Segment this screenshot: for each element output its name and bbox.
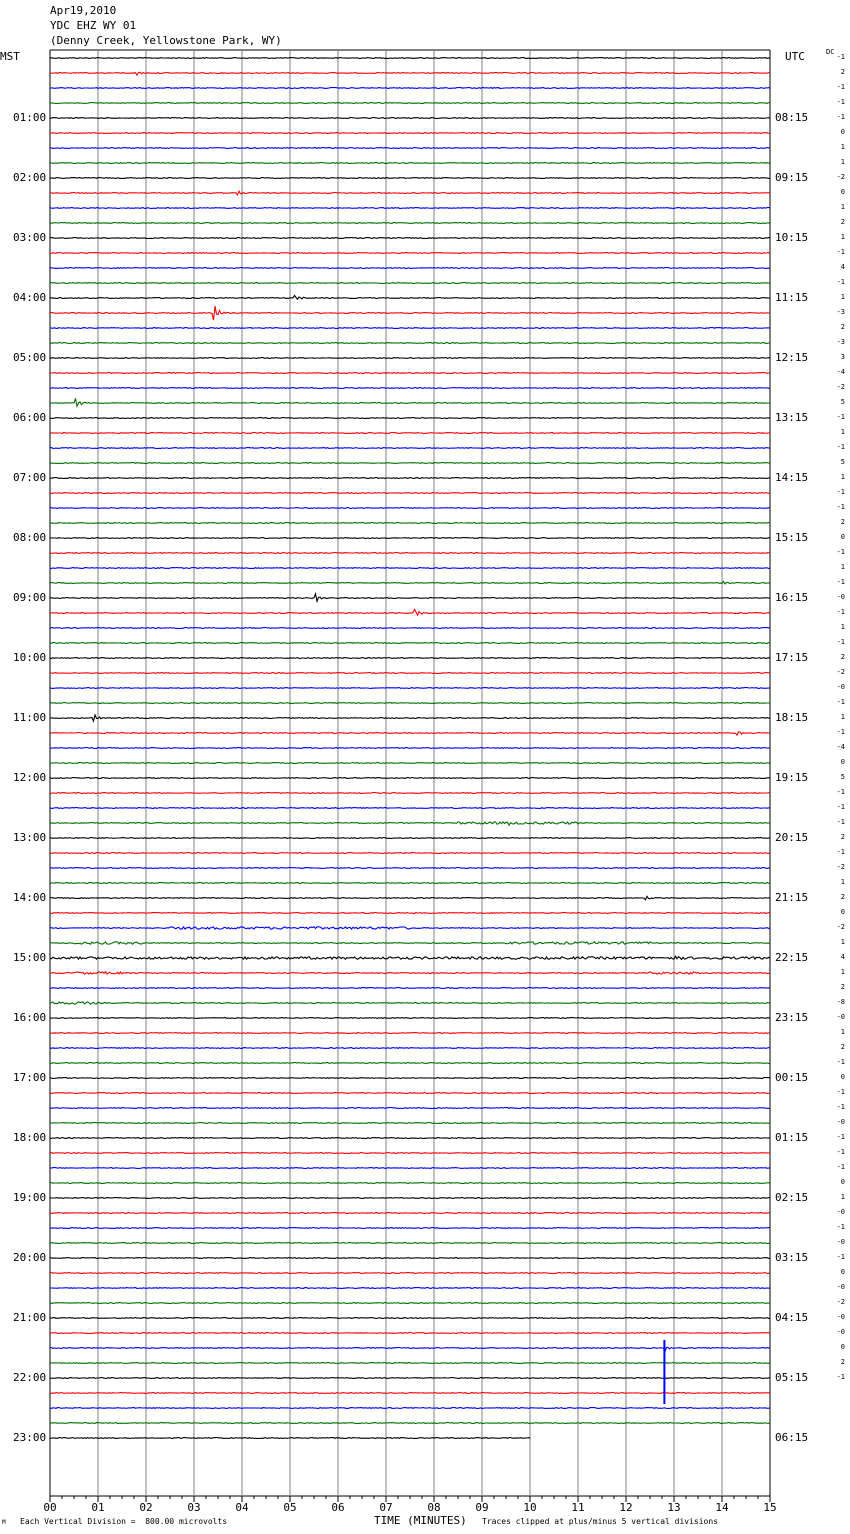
dc-offset-value: -0: [836, 1238, 845, 1246]
dc-offset-value: 2: [840, 893, 845, 901]
trace-line: [50, 1318, 770, 1319]
dc-offset-value: -0: [836, 593, 845, 601]
dc-offset-value: 2: [840, 323, 845, 331]
trace-line: [50, 191, 770, 195]
trace-line: [50, 868, 770, 869]
trace-line: [50, 1303, 770, 1304]
trace-line: [50, 133, 770, 134]
utc-hour-label: 03:15: [775, 1251, 809, 1264]
mst-hour-label: 16:00: [13, 1011, 47, 1024]
utc-hour-label: 02:15: [775, 1191, 809, 1204]
trace-line: [50, 398, 770, 406]
trace-line: [50, 1408, 770, 1409]
mst-hour-label: 06:00: [13, 411, 47, 424]
trace-line: [50, 688, 770, 689]
mst-hour-label: 11:00: [13, 711, 47, 724]
trace-line: [50, 493, 770, 494]
trace-line: [50, 343, 770, 344]
trace-line: [50, 808, 770, 809]
trace-line: [50, 1438, 530, 1439]
dc-offset-value: 1: [840, 233, 845, 241]
trace-line: [50, 793, 770, 794]
dc-offset-value: -0: [836, 683, 845, 691]
dc-offset-value: 0: [840, 1268, 845, 1276]
trace-line: [50, 1347, 770, 1351]
trace-line: [50, 1333, 770, 1334]
trace-line: [50, 1078, 770, 1079]
station-location: (Denny Creek, Yellowstone Park, WY): [50, 34, 282, 47]
trace-line: [50, 1183, 770, 1184]
trace-line: [50, 1288, 770, 1289]
dc-offset-value: -1: [836, 548, 845, 556]
mst-hour-label: 22:00: [13, 1371, 47, 1384]
trace-line: [50, 1213, 770, 1214]
dc-offset-value: -1: [836, 578, 845, 586]
trace-line: [50, 103, 770, 104]
trace-line: [50, 582, 770, 585]
dc-offset-value: -1: [836, 1373, 845, 1381]
mst-hour-label: 15:00: [13, 951, 47, 964]
trace-line: [50, 253, 770, 254]
utc-hour-label: 05:15: [775, 1371, 809, 1384]
x-tick-label: 10: [523, 1501, 537, 1514]
dc-offset-value: -2: [836, 863, 845, 871]
trace-line: [50, 732, 770, 735]
trace-line: [50, 58, 770, 59]
dc-offset-value: 4: [840, 263, 845, 271]
trace-line: [50, 208, 770, 209]
dc-offset-value: -1: [836, 1253, 845, 1261]
x-tick-label: 05: [283, 1501, 297, 1514]
dc-offset-value: -1: [836, 638, 845, 646]
x-tick-label: 07: [379, 1501, 393, 1514]
dc-offset-value: -1: [836, 53, 845, 61]
dc-offset-value: 1: [840, 938, 845, 946]
dc-offset-value: 1: [840, 293, 845, 301]
trace-line: [50, 1138, 770, 1139]
utc-hour-label: 01:15: [775, 1131, 809, 1144]
corner-mark: M: [2, 1519, 6, 1526]
trace-line: [50, 306, 770, 320]
utc-hour-label: 18:15: [775, 711, 809, 724]
dc-offset-value: 1: [840, 158, 845, 166]
dc-offset-value: 0: [840, 908, 845, 916]
trace-line: [50, 238, 770, 239]
x-axis-title: TIME (MINUTES): [374, 1514, 467, 1527]
dc-offset-value: -2: [836, 668, 845, 676]
mst-hour-label: 12:00: [13, 771, 47, 784]
mst-hour-label: 21:00: [13, 1311, 47, 1324]
dc-offset-value: -1: [836, 1088, 845, 1096]
utc-hour-label: 00:15: [775, 1071, 809, 1084]
mst-hour-label: 13:00: [13, 831, 47, 844]
mst-hour-label: 07:00: [13, 471, 47, 484]
dc-offset-value: -0: [836, 1283, 845, 1291]
trace-line: [50, 118, 770, 119]
utc-hour-label: 23:15: [775, 1011, 809, 1024]
dc-offset-value: 0: [840, 128, 845, 136]
trace-line: [50, 523, 770, 524]
dc-offset-value: -1: [836, 503, 845, 511]
scale-note: Each Vertical Division = 800.00 microvolts: [20, 1517, 228, 1526]
dc-offset-value: -1: [836, 848, 845, 856]
dc-offset-value: -1: [836, 728, 845, 736]
trace-line: [50, 883, 770, 884]
utc-hour-label: 20:15: [775, 831, 809, 844]
dc-offset-value: 2: [840, 1043, 845, 1051]
utc-hour-label: 10:15: [775, 231, 809, 244]
dc-offset-value: -0: [836, 1208, 845, 1216]
trace-line: [50, 853, 770, 854]
trace-line: [50, 913, 770, 914]
utc-hour-label: 16:15: [775, 591, 809, 604]
dc-offset-value: 2: [840, 68, 845, 76]
x-tick-label: 06: [331, 1501, 345, 1514]
utc-hour-label: 08:15: [775, 111, 809, 124]
trace-line: [50, 433, 770, 434]
dc-offset-value: -1: [836, 1133, 845, 1141]
station-id: YDC EHZ WY 01: [50, 19, 137, 32]
mst-hour-label: 05:00: [13, 351, 47, 364]
dc-offset-value: 2: [840, 1358, 845, 1366]
trace-line: [50, 838, 770, 839]
mst-hour-label: 01:00: [13, 111, 47, 124]
trace-line: [50, 748, 770, 749]
x-tick-label: 09: [475, 1501, 489, 1514]
dc-offset-value: -2: [836, 173, 845, 181]
dc-offset-value: 0: [840, 758, 845, 766]
trace-line: [50, 1198, 770, 1199]
trace-line: [50, 538, 770, 539]
trace-line: [50, 972, 770, 974]
trace-line: [50, 296, 770, 300]
dc-offset-value: -1: [836, 788, 845, 796]
dc-offset-value: -2: [836, 1298, 845, 1306]
dc-offset-value: 2: [840, 833, 845, 841]
dc-offset-value: 2: [840, 983, 845, 991]
dc-offset-value: -1: [836, 1163, 845, 1171]
trace-line: [50, 1153, 770, 1154]
trace-line: [50, 927, 770, 929]
trace-line: [50, 463, 770, 464]
x-tick-label: 04: [235, 1501, 249, 1514]
trace-line: [50, 988, 770, 989]
dc-offset-value: 1: [840, 968, 845, 976]
trace-line: [50, 643, 770, 644]
trace-line: [50, 72, 770, 75]
trace-line: [50, 658, 770, 659]
trace-line: [50, 178, 770, 179]
trace-line: [50, 148, 770, 149]
trace-line: [50, 163, 770, 164]
utc-hour-label: 21:15: [775, 891, 809, 904]
dc-offset-value: -1: [836, 278, 845, 286]
trace-line: [50, 1168, 770, 1169]
dc-offset-value: 3: [840, 353, 845, 361]
x-tick-label: 01: [91, 1501, 105, 1514]
x-tick-label: 12: [619, 1501, 633, 1514]
dc-offset-value: 1: [840, 878, 845, 886]
dc-offset-value: 0: [840, 533, 845, 541]
dc-offset-value: 0: [840, 1178, 845, 1186]
trace-line: [50, 1033, 770, 1034]
dc-offset-value: 2: [840, 218, 845, 226]
x-tick-label: 08: [427, 1501, 441, 1514]
trace-line: [50, 956, 770, 959]
trace-line: [50, 1018, 770, 1019]
dc-offset-value: 1: [840, 563, 845, 571]
dc-offset-value: -1: [836, 1103, 845, 1111]
dc-offset-value: 5: [840, 398, 845, 406]
trace-line: [50, 1093, 770, 1094]
dc-offset-value: -4: [836, 743, 845, 751]
dc-offset-value: 1: [840, 203, 845, 211]
dc-offset-value: -1: [836, 83, 845, 91]
dc-offset-value: -2: [836, 923, 845, 931]
clip-note: Traces clipped at plus/minus 5 vertical divisions: [482, 1517, 719, 1526]
mst-hour-label: 03:00: [13, 231, 47, 244]
dc-offset-value: 1: [840, 1028, 845, 1036]
dc-offset-value: -2: [836, 383, 845, 391]
trace-line: [50, 1423, 770, 1424]
x-tick-label: 00: [43, 1501, 57, 1514]
dc-offset-value: 0: [840, 1343, 845, 1351]
dc-offset-value: -1: [836, 413, 845, 421]
trace-line: [50, 609, 770, 615]
trace-line: [50, 388, 770, 389]
utc-hour-label: 11:15: [775, 291, 809, 304]
dc-offset-value: 1: [840, 1193, 845, 1201]
x-tick-label: 14: [715, 1501, 729, 1514]
trace-line: [50, 1123, 770, 1124]
utc-hour-label: 19:15: [775, 771, 809, 784]
dc-offset-value: -1: [836, 1148, 845, 1156]
trace-line: [50, 896, 770, 899]
trace-line: [50, 568, 770, 569]
mst-hour-label: 18:00: [13, 1131, 47, 1144]
dc-offset-value: 1: [840, 713, 845, 721]
mst-hour-label: 09:00: [13, 591, 47, 604]
utc-hour-label: 14:15: [775, 471, 809, 484]
utc-hour-label: 09:15: [775, 171, 809, 184]
dc-offset-value: -0: [836, 1328, 845, 1336]
mst-hour-label: 10:00: [13, 651, 47, 664]
dc-label: DC: [826, 48, 835, 56]
mst-hour-label: 17:00: [13, 1071, 47, 1084]
trace-line: [50, 1363, 770, 1364]
dc-offset-value: -3: [836, 338, 845, 346]
dc-offset-value: 1: [840, 428, 845, 436]
dc-offset-value: 1: [840, 623, 845, 631]
trace-line: [50, 1048, 770, 1049]
trace-line: [50, 283, 770, 284]
trace-line: [50, 373, 770, 374]
trace-line: [50, 673, 770, 674]
dc-offset-value: 0: [840, 188, 845, 196]
x-tick-label: 13: [667, 1501, 681, 1514]
mst-hour-label: 23:00: [13, 1431, 47, 1444]
dc-offset-value: -1: [836, 608, 845, 616]
mst-hour-label: 02:00: [13, 171, 47, 184]
trace-line: [50, 1273, 770, 1274]
dc-offset-value: -0: [836, 1118, 845, 1126]
utc-hour-label: 17:15: [775, 651, 809, 664]
trace-line: [50, 1393, 770, 1394]
dc-offset-value: -1: [836, 698, 845, 706]
mst-hour-label: 04:00: [13, 291, 47, 304]
trace-line: [50, 1258, 770, 1259]
right-timezone-label: UTC: [785, 50, 805, 63]
dc-offset-value: -1: [836, 443, 845, 451]
trace-line: [50, 88, 770, 89]
dc-offset-value: 2: [840, 653, 845, 661]
x-tick-label: 15: [763, 1501, 777, 1514]
trace-line: [50, 223, 770, 224]
dc-offset-value: -1: [836, 1058, 845, 1066]
trace-line: [50, 358, 770, 359]
trace-line: [50, 418, 770, 419]
chart-date: Apr19,2010: [50, 4, 117, 17]
dc-offset-value: 2: [840, 518, 845, 526]
dc-offset-value: -0: [836, 1313, 845, 1321]
dc-offset-value: -1: [836, 248, 845, 256]
dc-offset-value: -1: [836, 818, 845, 826]
dc-offset-value: -3: [836, 308, 845, 316]
trace-line: [50, 763, 770, 764]
dc-offset-value: 5: [840, 773, 845, 781]
trace-line: [50, 1378, 770, 1379]
trace-line: [50, 628, 770, 629]
dc-offset-value: -1: [836, 1223, 845, 1231]
trace-line: [50, 478, 770, 479]
utc-hour-label: 22:15: [775, 951, 809, 964]
trace-line: [50, 703, 770, 704]
dc-offset-value: 1: [840, 473, 845, 481]
dc-offset-value: -1: [836, 113, 845, 121]
utc-hour-label: 06:15: [775, 1431, 809, 1444]
trace-line: [50, 1063, 770, 1064]
trace-line: [50, 778, 770, 779]
trace-line: [50, 328, 770, 329]
trace-line: [50, 715, 770, 721]
trace-line: [50, 448, 770, 449]
left-timezone-label: MST: [0, 50, 20, 63]
dc-offset-value: 4: [840, 953, 845, 961]
trace-line: [50, 508, 770, 509]
trace-line: [50, 594, 770, 602]
dc-offset-value: -1: [836, 803, 845, 811]
dc-offset-value: -8: [836, 998, 845, 1006]
trace-line: [50, 1228, 770, 1229]
trace-line: [50, 822, 770, 825]
utc-hour-label: 12:15: [775, 351, 809, 364]
trace-line: [50, 553, 770, 554]
dc-offset-value: -4: [836, 368, 845, 376]
dc-offset-value: 0: [840, 1073, 845, 1081]
trace-line: [50, 1002, 770, 1004]
trace-line: [50, 1243, 770, 1244]
dc-offset-value: 1: [840, 143, 845, 151]
dc-offset-value: -0: [836, 1013, 845, 1021]
utc-hour-label: 13:15: [775, 411, 809, 424]
mst-hour-label: 14:00: [13, 891, 47, 904]
mst-hour-label: 20:00: [13, 1251, 47, 1264]
dc-offset-value: 5: [840, 458, 845, 466]
x-tick-label: 11: [571, 1501, 585, 1514]
x-tick-label: 02: [139, 1501, 153, 1514]
utc-hour-label: 15:15: [775, 531, 809, 544]
dc-offset-value: -1: [836, 488, 845, 496]
dc-offset-value: -1: [836, 98, 845, 106]
mst-hour-label: 08:00: [13, 531, 47, 544]
mst-hour-label: 19:00: [13, 1191, 47, 1204]
utc-hour-label: 04:15: [775, 1311, 809, 1324]
trace-line: [50, 268, 770, 269]
trace-line: [50, 1108, 770, 1109]
x-tick-label: 03: [187, 1501, 201, 1514]
trace-line: [50, 942, 770, 944]
